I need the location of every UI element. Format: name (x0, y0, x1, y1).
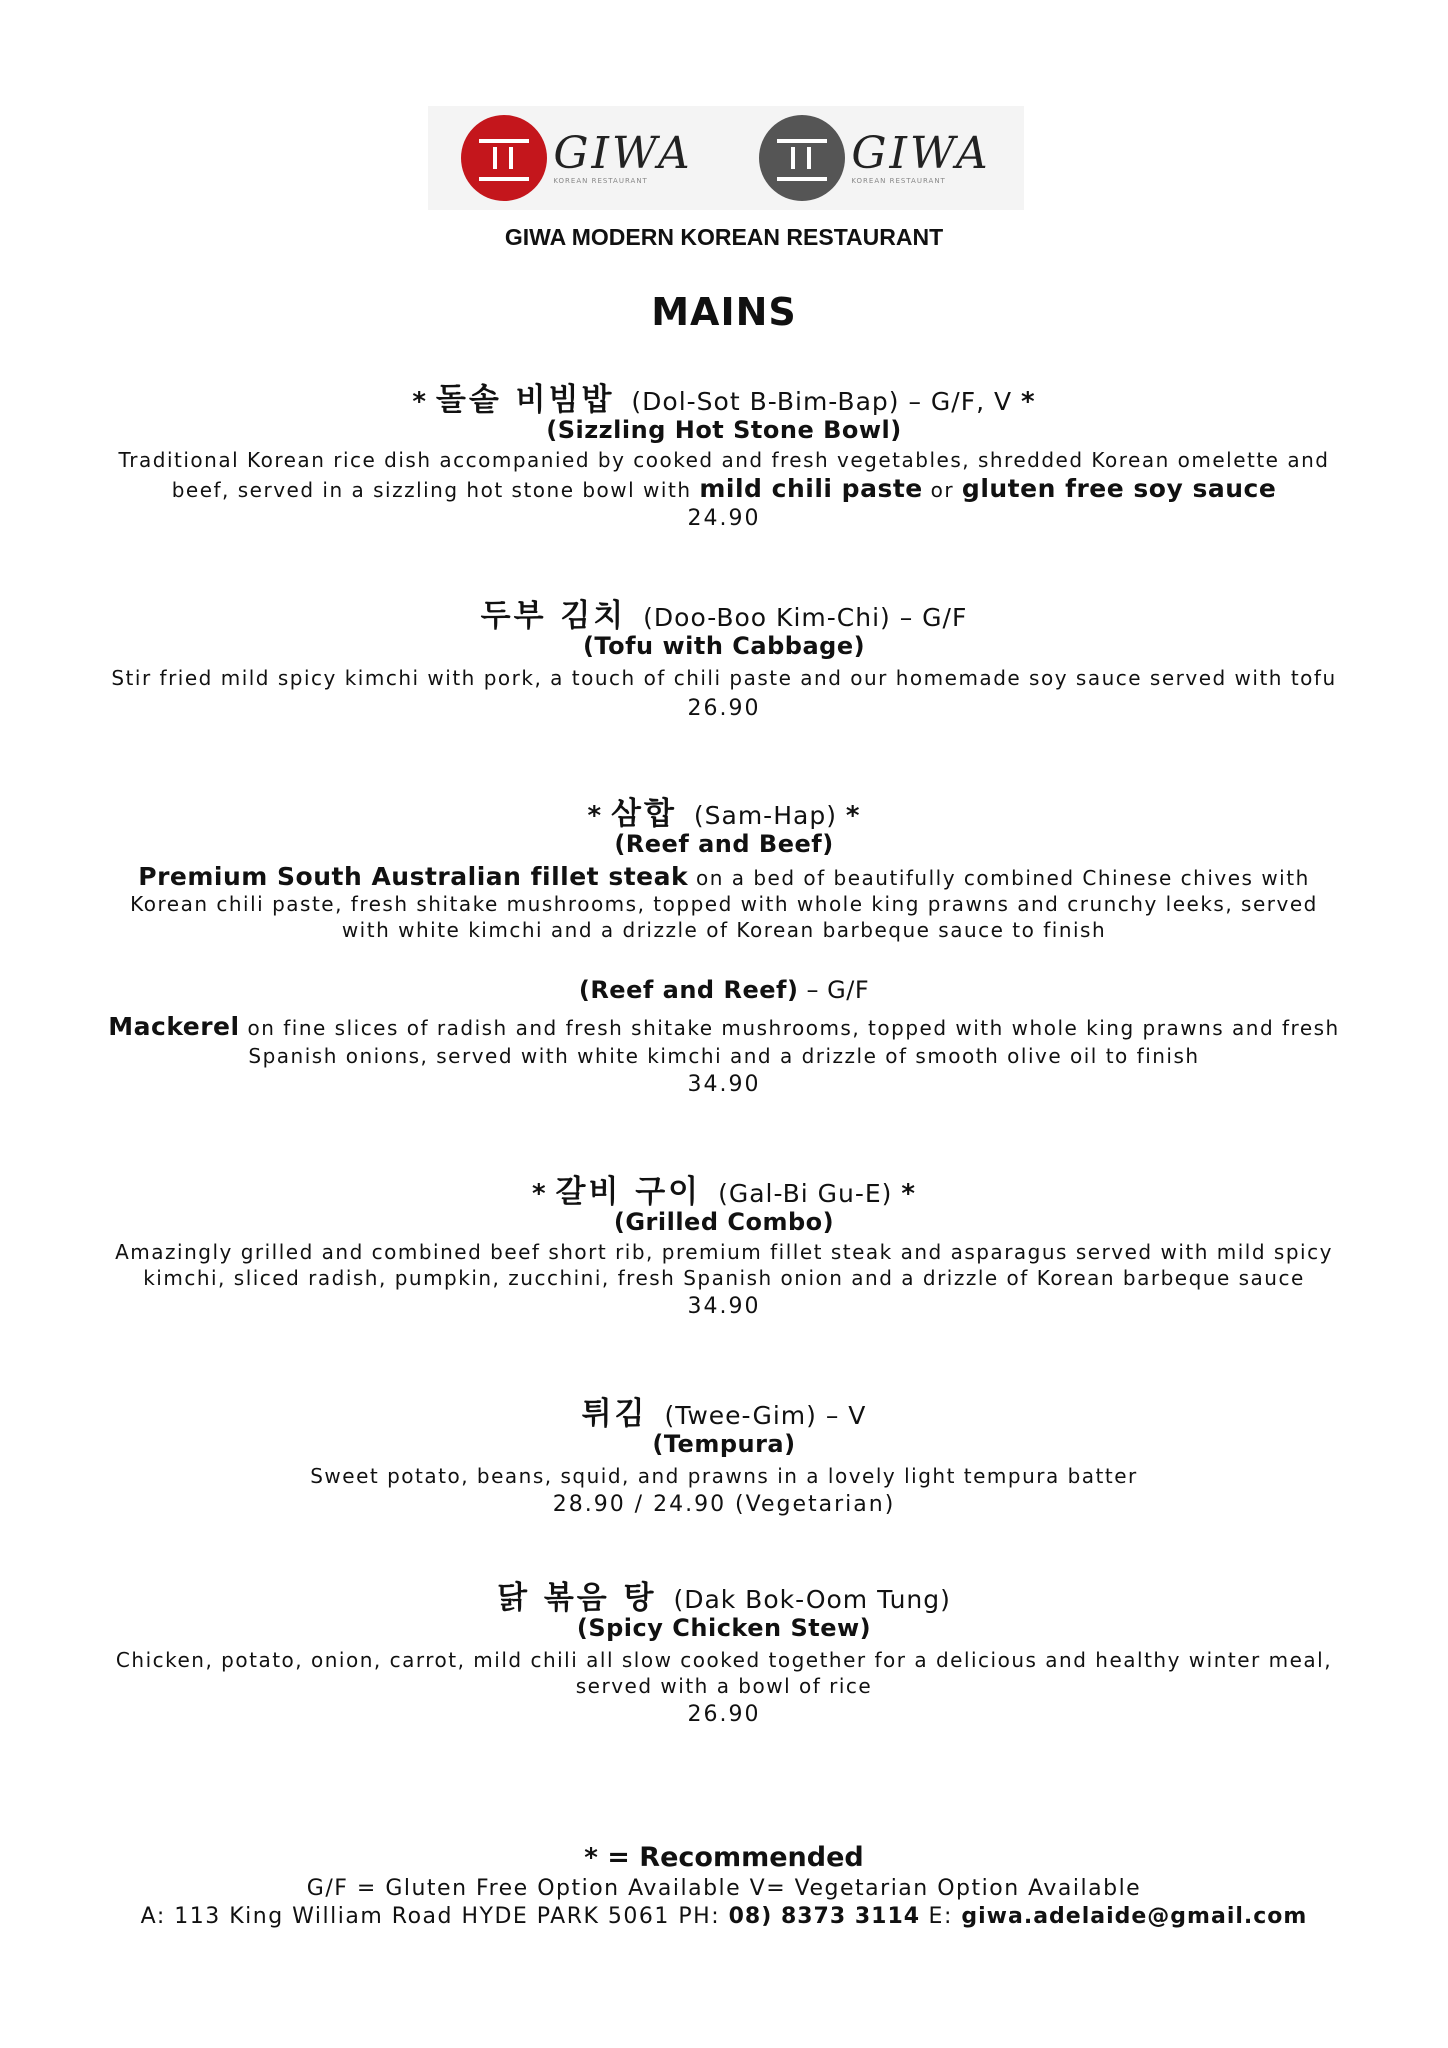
item-description: beef, served in a sizzling hot stone bowl with mild chili paste or gluten free soy sauce (171, 474, 1277, 503)
item-description: Chicken, potato, onion, carrot, mild chili all slow cooked together for a delicious and healthy winter meal, (115, 1648, 1333, 1672)
recommended-star: * (412, 387, 427, 417)
roof-emblem-icon (461, 115, 547, 201)
recommended-star: * (584, 1843, 598, 1873)
item-title-tweegim (60, 1388, 1388, 1433)
item-description: with white kimchi and a drizzle of Korean barbeque sauce to finish (341, 918, 1107, 942)
item-price: 24.90 (687, 506, 761, 531)
recommended-star: * (845, 801, 861, 831)
item-description: Premium South Australian fillet steak on a bed of beautifully combined Chinese chives with (138, 862, 1310, 891)
logo-subtitle: KOREAN RESTAURANT (553, 177, 648, 185)
romanized-name: (Twee-Gim) – V (664, 1401, 867, 1430)
english-name: (Reef and Beef) (614, 830, 834, 858)
restaurant-name: GIWA MODERN KOREAN RESTAURANT (504, 224, 944, 250)
recommended-star: * (1021, 387, 1036, 417)
address: A: 113 King William Road HYDE PARK 5061 PH: (140, 1904, 729, 1929)
roof-emblem-icon (759, 115, 845, 201)
item-title-samhap (60, 788, 1388, 833)
korean-name: 돌솥 비빔밥 (435, 382, 615, 418)
recommended-legend: * = Recommended (584, 1842, 864, 1873)
recommended-star: * (901, 1179, 916, 1209)
logo-banner (428, 106, 1024, 210)
english-name: (Grilled Combo) (613, 1208, 835, 1236)
item-description: Korean chili paste, fresh shitake mushrooms, topped with whole king prawns and crunchy leeks, served (130, 892, 1318, 916)
dietary-legend: G/F = Gluten Free Option Available V= Vegetarian Option Available (306, 1876, 1142, 1901)
logo-red (461, 115, 692, 201)
romanized-name: (Dak Bok-Oom Tung) (673, 1585, 951, 1614)
variant-description: Spanish onions, served with white kimchi and a drizzle of smooth olive oil to finish (248, 1044, 1200, 1068)
item-description: Amazingly grilled and combined beef short rib, premium fillet steak and asparagus served with mild spicy (115, 1240, 1333, 1264)
english-name: (Tempura) (652, 1430, 796, 1458)
item-description: Stir fried mild spicy kimchi with pork, a touch of chili paste and our homemade soy sauce served with tofu (111, 666, 1337, 690)
logo-text: GIWA (851, 128, 991, 179)
item-title-dooboo (60, 590, 1388, 635)
variant-title: (Reef and Reef) – G/F (578, 976, 870, 1004)
korean-name: 삼합 (611, 796, 677, 832)
korean-name: 튀김 (581, 1396, 648, 1432)
romanized-name: (Gal-Bi Gu-E) (718, 1179, 893, 1208)
variant-description: Mackerel on fine slices of radish and fresh shitake mushrooms, topped with whole king prawns and fresh (108, 1012, 1340, 1041)
korean-name: 닭 볶음 탕 (497, 1580, 657, 1616)
section-title: MAINS (651, 290, 797, 334)
item-description: Sweet potato, beans, squid, and prawns in a lovely light tempura batter (310, 1464, 1138, 1488)
item-description: kimchi, sliced radish, pumpkin, zucchini, fresh Spanish onion and a drizzle of Korean barbeque sauce (143, 1266, 1305, 1290)
contact-line: A: 113 King William Road HYDE PARK 5061 PH: 08) 8373 3114 E: giwa.adelaide@gmail.com (140, 1904, 1308, 1929)
romanized-name: (Sam-Hap) (693, 801, 837, 830)
item-title-dakbokoom (60, 1572, 1388, 1617)
item-title-dolsot (60, 374, 1388, 419)
item-title-galbi (60, 1166, 1388, 1211)
korean-name: 두부 김치 (480, 598, 627, 634)
logo-subtitle: KOREAN RESTAURANT (851, 177, 946, 185)
item-description: served with a bowl of rice (575, 1674, 873, 1698)
romanized-name: (Dol-Sot B-Bim-Bap) – G/F, V (631, 387, 1013, 416)
logo-grey (759, 115, 990, 201)
korean-name: 갈비 구이 (555, 1174, 702, 1210)
logo-text: GIWA (553, 128, 693, 179)
item-price: 26.90 (687, 1702, 761, 1727)
english-name: (Tofu with Cabbage) (582, 632, 866, 660)
phone-number: 08) 8373 3114 (728, 1904, 921, 1929)
item-price: 28.90 / 24.90 (Vegetarian) (552, 1492, 896, 1517)
item-price: 34.90 (687, 1072, 761, 1097)
romanized-name: (Doo-Boo Kim-Chi) – G/F (643, 603, 968, 632)
recommended-star: * (587, 801, 603, 831)
recommended-star: * (531, 1179, 547, 1209)
english-name: (Sizzling Hot Stone Bowl) (546, 416, 902, 444)
item-price: 34.90 (687, 1294, 761, 1319)
item-description: Traditional Korean rice dish accompanied by cooked and fresh vegetables, shredded Korean omelette and (118, 448, 1330, 472)
email-address: giwa.adelaide@gmail.com (961, 1904, 1308, 1929)
english-name: (Spicy Chicken Stew) (576, 1614, 872, 1642)
item-price: 26.90 (687, 696, 761, 721)
